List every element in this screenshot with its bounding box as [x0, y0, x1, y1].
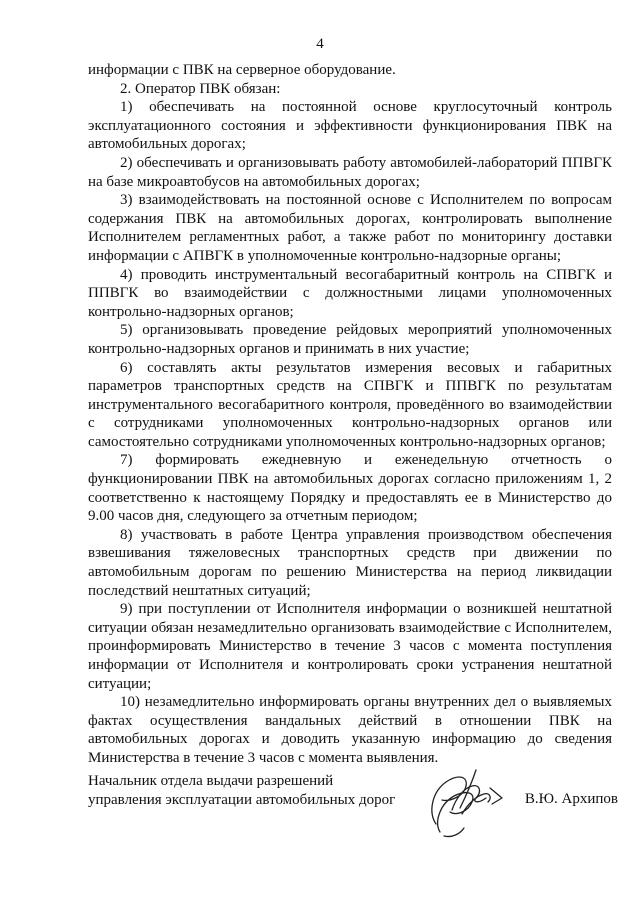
signature-strokes — [432, 770, 502, 837]
list-item-1: 1) обеспечивать на постоянной основе круглосуточный контроль эксплуатационного состояния и эффективности функционирования ПВК на автомобильных дорогах; — [88, 99, 612, 153]
signatory-position-line-1: Начальник отдела выдачи разрешений — [88, 773, 334, 789]
handwritten-signature-icon — [406, 752, 516, 842]
list-item-5: 5) организовывать проведение рейдовых мероприятий уполномоченных контрольно-надзорных органов и принимать в них участие; — [88, 322, 612, 357]
signatory-position-line-2: управления эксплуатации автомобильных дорог — [88, 791, 396, 808]
list-item-3: 3) взаимодействовать на постоянной основе с Исполнителем по вопросам содержания ПВК на автомобильных дорогах, контролировать выполнение Исполнителем регламентных работ, а также работ по мониторингу доставки информации с АПВГК в уполномоченные контрольно-надзорные органы; — [88, 192, 612, 264]
page-number: 4 — [316, 36, 324, 52]
list-item-9: 9) при поступлении от Исполнителя информации о возникшей нештатной ситуации обязан незамедлительно организовать взаимодействие с Исполнителем, проинформировать Министерство в течение 3 часов с момента поступления информации от Исполнителя и контролировать сроки устранения нештатной ситуации; — [88, 601, 612, 692]
document-body — [88, 61, 612, 768]
list-item-6: 6) составлять акты результатов измерения весовых и габаритных параметров транспортных средств на СПВГК и ППВГК по результатам инструментального весогабаритного контроля, проведённого во взаимодействии с сотрудниками уполномоченных контрольно-надзорных органов или самостоятельно сотрудниками уполномоченных контрольно-надзорных органов; — [88, 359, 612, 450]
section-heading: 2. Оператор ПВК обязан: — [120, 80, 281, 97]
paragraph-continuation: информации с ПВК на серверное оборудование. — [88, 62, 396, 78]
signatory-name: В.Ю. Архипов — [524, 791, 618, 807]
list-item-4: 4) проводить инструментальный весогабаритный контроль на СПВГК и ППВГК во взаимодействии с должностными лицами уполномоченных контрольно-надзорных органов; — [88, 266, 612, 320]
signatory-position — [88, 772, 418, 809]
list-item-8: 8) участвовать в работе Центра управления производством обеспечения взвешивания тяжеловесных транспортных средств при движении по автомобильным дорогам по решению Министерства на период ликвидации последствий нештатных ситуаций; — [88, 526, 612, 599]
list-item-10: 10) незамедлительно информировать органы внутренних дел о выявляемых фактах осуществления вандальных действий в отношении ПВК на автомобильных дорогах и доводить указанную информацию до сведения Министерства в течение 3 часов с момента выявления. — [88, 694, 612, 766]
list-item-2: 2) обеспечивать и организовывать работу автомобилей-лабораторий ППВГК на базе микроавтобусов на автомобильных дорогах; — [88, 154, 612, 190]
signature-block — [88, 772, 618, 842]
list-item-7: 7) формировать ежедневную и еженедельную отчетность о функционировании ПВК на автомобильных дорогах согласно приложениям 1, 2 соответственно к настоящему Порядку и предоставлять ее в Министерство до 9.00 часов дня, следующего за отчетным периодом; — [88, 452, 612, 525]
